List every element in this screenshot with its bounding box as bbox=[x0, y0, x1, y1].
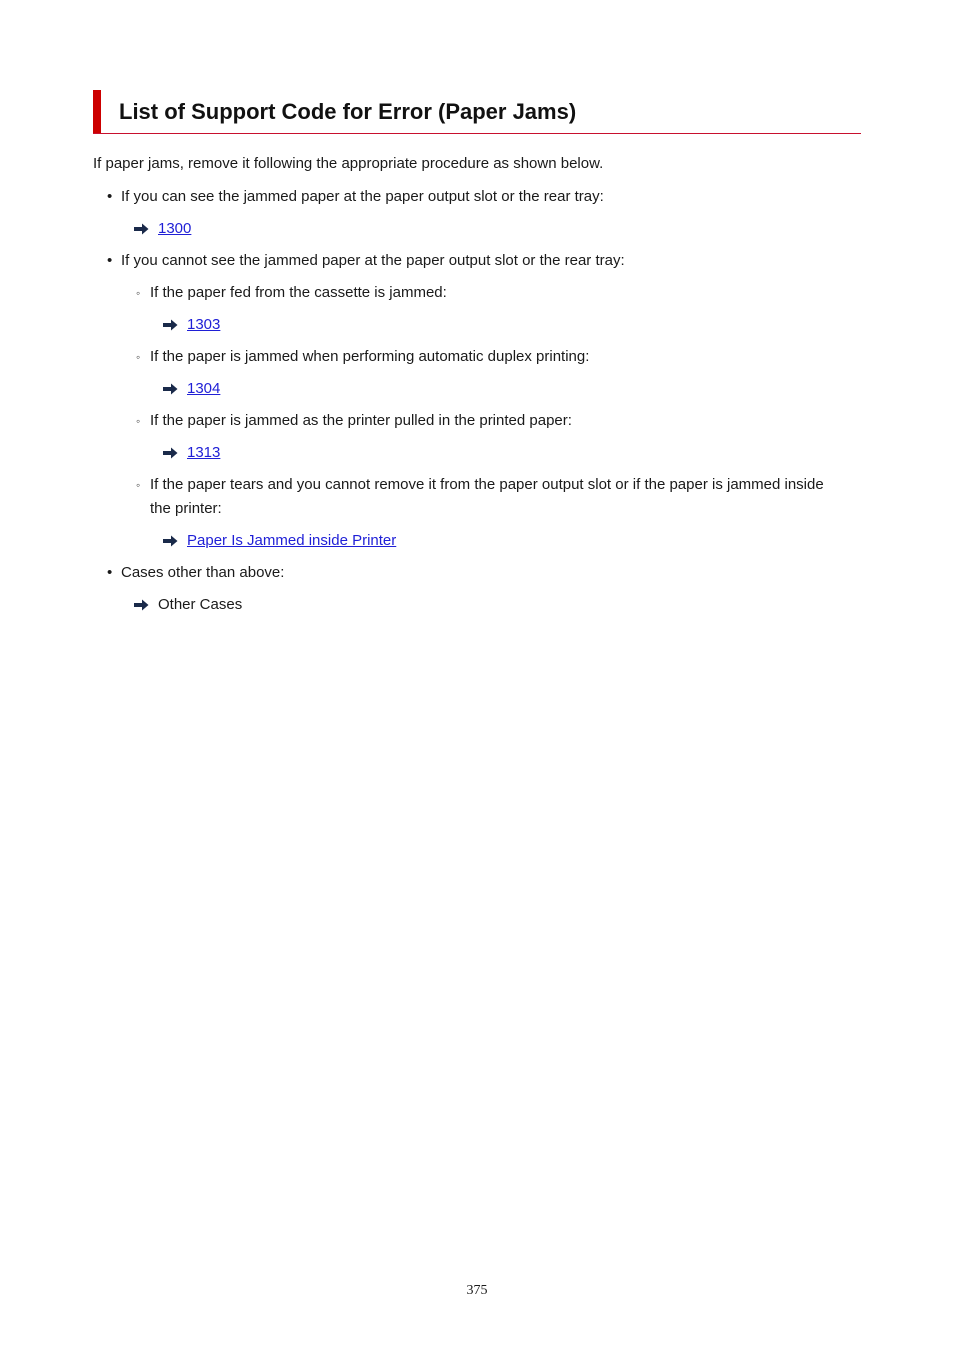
title-block bbox=[93, 90, 861, 134]
other-cases-reference: Other Cases bbox=[158, 596, 243, 613]
sub-bullet-circle: ◦ bbox=[136, 414, 141, 428]
right-arrow-icon bbox=[163, 383, 178, 395]
bullet-dot: • bbox=[107, 564, 113, 581]
right-arrow-icon bbox=[134, 223, 149, 235]
sub-list-item-text: If the paper fed from the cassette is jammed: bbox=[150, 284, 447, 301]
list-item-text: If you cannot see the jammed paper at the paper output slot or the rear tray: bbox=[121, 252, 625, 269]
right-arrow-icon bbox=[163, 319, 178, 331]
sub-bullet-circle: ◦ bbox=[136, 350, 141, 364]
sub-list-item-text: If the paper is jammed as the printer pulled in the printed paper: bbox=[150, 412, 572, 429]
sub-bullet-circle: ◦ bbox=[136, 286, 141, 300]
link-paper-jammed-inside-printer[interactable]: Paper Is Jammed inside Printer bbox=[187, 532, 397, 549]
bullet-dot: • bbox=[107, 252, 113, 269]
link-1300[interactable]: 1300 bbox=[158, 220, 192, 237]
sub-list-item-text: If the paper is jammed when performing automatic duplex printing: bbox=[150, 348, 590, 365]
link-1303[interactable]: 1303 bbox=[187, 316, 221, 333]
sub-bullet-circle: ◦ bbox=[136, 478, 141, 492]
right-arrow-icon bbox=[134, 599, 149, 611]
bullet-dot: • bbox=[107, 188, 113, 205]
intro-text: If paper jams, remove it following the appropriate procedure as shown below. bbox=[93, 155, 604, 172]
link-1304[interactable]: 1304 bbox=[187, 380, 221, 397]
link-1313[interactable]: 1313 bbox=[187, 444, 221, 461]
list-item-text: Cases other than above: bbox=[121, 564, 285, 581]
title-accent-bar bbox=[93, 90, 101, 133]
list-item-text: If you can see the jammed paper at the paper output slot or the rear tray: bbox=[121, 188, 604, 205]
right-arrow-icon bbox=[163, 535, 178, 547]
page-title: List of Support Code for Error (Paper Jams) bbox=[119, 99, 577, 124]
right-arrow-icon bbox=[163, 447, 178, 459]
page-number: 375 bbox=[466, 1283, 488, 1298]
sub-list-item-text: If the paper tears and you cannot remove it from the paper output slot or if the paper is jammed inside the printer: bbox=[150, 476, 824, 517]
